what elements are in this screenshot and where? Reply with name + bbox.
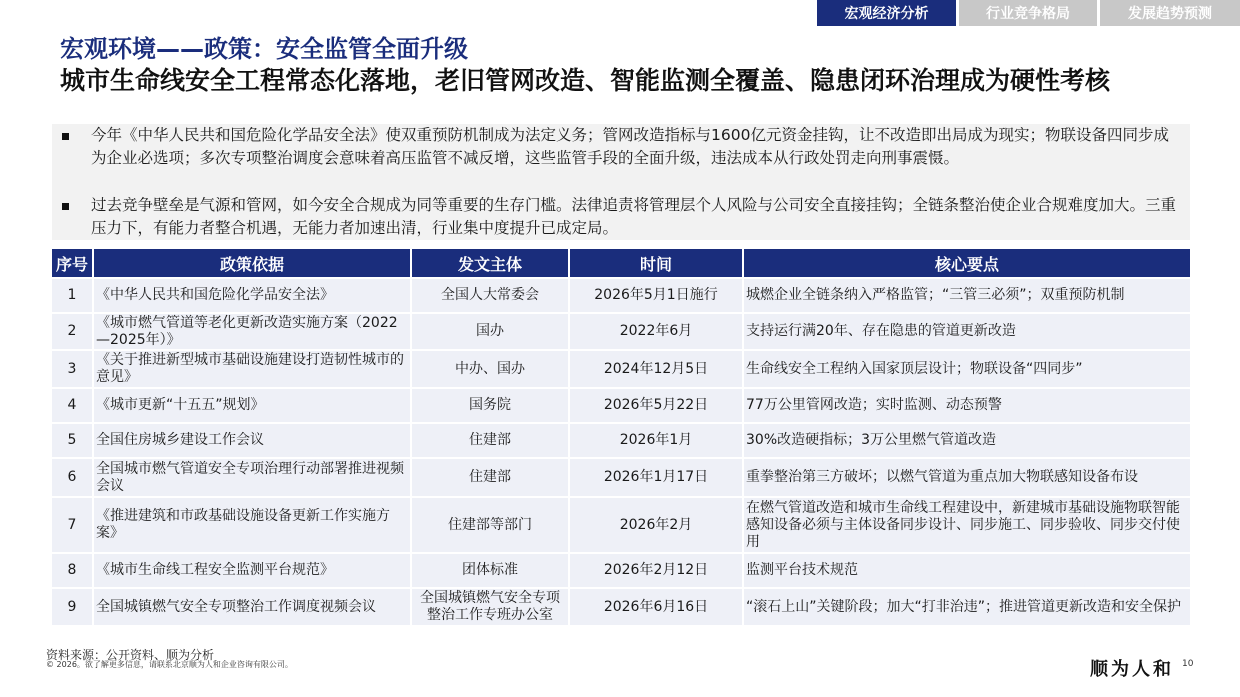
- section-title: 宏观环境——政策：安全监管全面升级: [60, 35, 468, 63]
- table-row: [52, 351, 1190, 387]
- cell-time: 2026年5月1日施行: [570, 279, 744, 312]
- bullet-text: 过去竞争壁垒是气源和管网，如今安全合规成为同等重要的生存门槛。法律追责将管理层个人风险与公司安全直接挂钩；全链条整治使企业合规难度加大。三重压力下，有能力者整合机遇，无能力者加速出清，行业集中度提升已成定局。: [91, 196, 1177, 237]
- cell-policy-basis: 《城市燃气管道等老化更新改造实施方案（2022—2025年）》: [94, 314, 412, 349]
- cell-key-points: 生命线安全工程纳入国家顶层设计；物联设备“四同步”: [744, 351, 1190, 387]
- tab-macro-economy[interactable]: 宏观经济分析: [817, 0, 956, 26]
- cell-number: 1: [52, 279, 94, 312]
- cell-key-points: “滚石上山”关键阶段；加大“打非治违”；推进管道更新改造和安全保护: [744, 589, 1190, 625]
- table-row: [52, 314, 1190, 349]
- cell-issuer: 国务院: [412, 389, 570, 422]
- cell-time: 2026年2月12日: [570, 554, 744, 587]
- cell-issuer: 全国人大常委会: [412, 279, 570, 312]
- cell-issuer: 住建部等部门: [412, 498, 570, 552]
- column-header-issuer: 发文主体: [412, 249, 570, 277]
- cell-issuer: 中办、国办: [412, 351, 570, 387]
- cell-number: 9: [52, 589, 94, 625]
- cell-number: 2: [52, 314, 94, 349]
- cell-number: 7: [52, 498, 94, 552]
- cell-number: 5: [52, 424, 94, 457]
- cell-key-points: 30%改造硬指标；3万公里燃气管道改造: [744, 424, 1190, 457]
- cell-number: 3: [52, 351, 94, 387]
- cell-issuer: 全国城镇燃气安全专项整治工作专班办公室: [412, 589, 570, 625]
- cell-time: 2022年6月: [570, 314, 744, 349]
- cell-time: 2026年5月22日: [570, 389, 744, 422]
- cell-issuer: 住建部: [412, 424, 570, 457]
- cell-policy-basis: 《关于推进新型城市基础设施建设打造韧性城市的意见》: [94, 351, 412, 387]
- column-header-time: 时间: [570, 249, 744, 277]
- cell-key-points: 在燃气管道改造和城市生命线工程建设中，新建城市基础设施物联智能感知设备必须与主体设备同步设计、同步施工、同步验收、同步交付使用: [744, 498, 1190, 552]
- tab-development-trend[interactable]: 发展趋势预测: [1100, 0, 1240, 26]
- cell-issuer: 住建部: [412, 459, 570, 496]
- cell-key-points: 监测平台技术规范: [744, 554, 1190, 587]
- source-note: 资料来源：公开资料、顺为分析: [46, 648, 215, 662]
- table-header-row: [52, 249, 1190, 277]
- table-row: [52, 279, 1190, 312]
- summary-panel: [52, 124, 1190, 240]
- tab-industry-competition[interactable]: 行业竞争格局: [959, 0, 1097, 26]
- table-row: [52, 459, 1190, 496]
- table-row: [52, 498, 1190, 552]
- cell-policy-basis: 全国城市燃气管道安全专项治理行动部署推进视频会议: [94, 459, 412, 496]
- cell-policy-basis: 全国城镇燃气安全专项整治工作调度视频会议: [94, 589, 412, 625]
- bullet-square-icon: [62, 133, 69, 140]
- bullet-item: [52, 194, 1182, 240]
- cell-policy-basis: 《推进建筑和市政基础设施设备更新工作实施方案》: [94, 498, 412, 552]
- table-row: [52, 589, 1190, 625]
- cell-policy-basis: 全国住房城乡建设工作会议: [94, 424, 412, 457]
- cell-key-points: 重拳整治第三方破坏；以燃气管道为重点加大物联感知设备布设: [744, 459, 1190, 496]
- cell-number: 4: [52, 389, 94, 422]
- cell-time: 2026年1月: [570, 424, 744, 457]
- policy-table: [52, 247, 1190, 627]
- cell-key-points: 支持运行满20年、存在隐患的管道更新改造: [744, 314, 1190, 349]
- cell-key-points: 城燃企业全链条纳入严格监管；“三管三必须”；双重预防机制: [744, 279, 1190, 312]
- company-logo: 顺为人和: [1090, 659, 1174, 680]
- page-headline: 城市生命线安全工程常态化落地，老旧管网改造、智能监测全覆盖、隐患闭环治理成为硬性考核: [60, 66, 1111, 95]
- copyright-note: © 2026。欲了解更多信息，请联系北京顺为人和企业咨询有限公司。: [46, 660, 293, 669]
- cell-policy-basis: 《城市生命线工程安全监测平台规范》: [94, 554, 412, 587]
- cell-time: 2026年2月: [570, 498, 744, 552]
- column-header-policy-basis: 政策依据: [94, 249, 412, 277]
- cell-issuer: 团体标准: [412, 554, 570, 587]
- cell-number: 8: [52, 554, 94, 587]
- cell-number: 6: [52, 459, 94, 496]
- table-row: [52, 389, 1190, 422]
- cell-policy-basis: 《中华人民共和国危险化学品安全法》: [94, 279, 412, 312]
- cell-time: 2026年6月16日: [570, 589, 744, 625]
- cell-issuer: 国办: [412, 314, 570, 349]
- section-tabs: [814, 0, 1240, 28]
- cell-key-points: 77万公里管网改造；实时监测、动态预警: [744, 389, 1190, 422]
- cell-time: 2026年1月17日: [570, 459, 744, 496]
- column-header-key-points: 核心要点: [744, 249, 1190, 277]
- cell-policy-basis: 《城市更新“十五五”规划》: [94, 389, 412, 422]
- table-row: [52, 554, 1190, 587]
- bullet-square-icon: [62, 203, 69, 210]
- bullet-item: [52, 124, 1182, 170]
- bullet-text: 今年《中华人民共和国危险化学品安全法》使双重预防机制成为法定义务；管网改造指标与1600亿元资金挂钩，让不改造即出局成为现实；物联设备四同步成为企业必选项；多次专项整治调度会意味着高压监管不减反增，这些监管手段的全面升级，违法成本从行政处罚走向刑事震慑。: [91, 126, 1169, 167]
- table-row: [52, 424, 1190, 457]
- column-header-number: 序号: [52, 249, 94, 277]
- page-number: 10: [1182, 659, 1194, 669]
- cell-time: 2024年12月5日: [570, 351, 744, 387]
